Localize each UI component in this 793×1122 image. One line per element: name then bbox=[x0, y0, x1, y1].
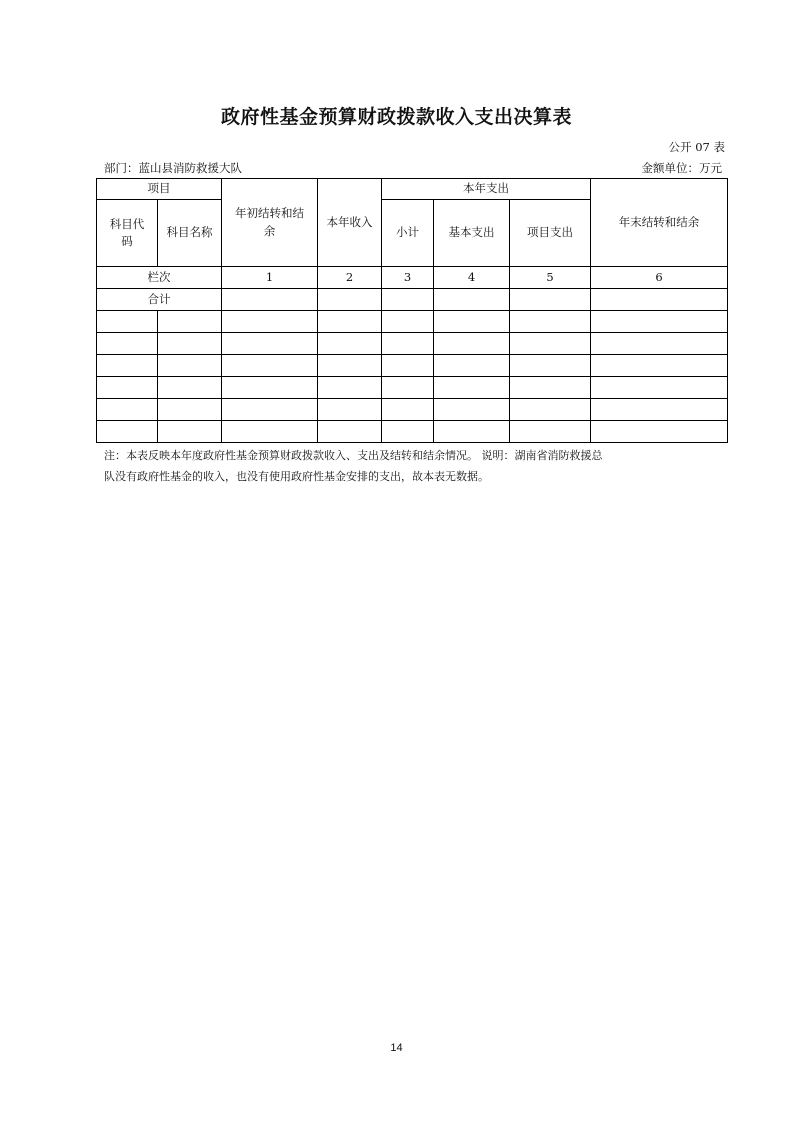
column-number: 1 bbox=[222, 267, 318, 289]
column-number: 5 bbox=[510, 267, 591, 289]
header-current-expenditure: 本年支出 bbox=[382, 179, 591, 200]
table-cell bbox=[434, 355, 510, 377]
table-cell bbox=[591, 333, 728, 355]
table-cell bbox=[434, 421, 510, 443]
table-row bbox=[97, 333, 728, 355]
table-cell bbox=[591, 289, 728, 311]
column-index-row bbox=[97, 267, 728, 289]
table-cell bbox=[382, 355, 434, 377]
header-beginning-balance-text: 年初结转和结余 bbox=[235, 206, 304, 238]
table-cell bbox=[510, 421, 591, 443]
column-number: 2 bbox=[318, 267, 382, 289]
table-cell bbox=[510, 311, 591, 333]
table-cell bbox=[222, 421, 318, 443]
table-cell bbox=[318, 377, 382, 399]
column-index-label: 栏次 bbox=[97, 267, 222, 289]
table-cell bbox=[222, 311, 318, 333]
table-cell bbox=[158, 333, 222, 355]
table-row bbox=[97, 377, 728, 399]
table-cell bbox=[222, 377, 318, 399]
table-cell bbox=[591, 355, 728, 377]
table-cell bbox=[318, 421, 382, 443]
note-line-2: 队没有政府性基金的收入，也没有使用政府性基金安排的支出，故本表无数据。 bbox=[104, 469, 489, 483]
table-cell bbox=[382, 377, 434, 399]
form-code: 公开 07 表 bbox=[668, 140, 725, 154]
table-cell bbox=[222, 289, 318, 311]
header-subject-code bbox=[97, 200, 158, 267]
table-cell bbox=[318, 311, 382, 333]
header-project-expenditure: 项目支出 bbox=[510, 200, 591, 267]
page-number: 14 bbox=[390, 1042, 403, 1054]
table-cell bbox=[382, 399, 434, 421]
table-cell bbox=[591, 311, 728, 333]
table-cell bbox=[591, 421, 728, 443]
table-row bbox=[97, 355, 728, 377]
table-row bbox=[97, 421, 728, 443]
header-basic-expenditure: 基本支出 bbox=[434, 200, 510, 267]
table-cell bbox=[318, 333, 382, 355]
header-beginning-balance bbox=[222, 179, 318, 267]
table-cell bbox=[434, 311, 510, 333]
column-number: 3 bbox=[382, 267, 434, 289]
table-cell bbox=[434, 289, 510, 311]
table-cell bbox=[97, 355, 158, 377]
table-cell bbox=[591, 377, 728, 399]
table-row bbox=[97, 311, 728, 333]
table-cell bbox=[158, 421, 222, 443]
table-cell bbox=[222, 333, 318, 355]
fund-budget-table bbox=[96, 178, 728, 443]
table-note bbox=[104, 446, 664, 488]
table-cell bbox=[318, 355, 382, 377]
table-cell bbox=[158, 399, 222, 421]
table-cell bbox=[382, 333, 434, 355]
table-cell bbox=[97, 421, 158, 443]
header-ending-balance: 年末结转和结余 bbox=[591, 179, 728, 267]
department-label: 部门：蓝山县消防救援大队 bbox=[104, 161, 242, 175]
table-cell bbox=[97, 333, 158, 355]
table-cell bbox=[382, 421, 434, 443]
table-cell bbox=[318, 289, 382, 311]
table-cell bbox=[434, 377, 510, 399]
table-cell bbox=[382, 311, 434, 333]
table-cell bbox=[318, 399, 382, 421]
table-cell bbox=[591, 399, 728, 421]
table-cell bbox=[158, 377, 222, 399]
header-current-income: 本年收入 bbox=[318, 179, 382, 267]
table-cell bbox=[434, 399, 510, 421]
table-cell bbox=[222, 355, 318, 377]
total-label: 合计 bbox=[97, 289, 222, 311]
page-title: 政府性基金预算财政拨款收入支出决算表 bbox=[220, 106, 572, 128]
table-cell bbox=[97, 399, 158, 421]
table-cell bbox=[158, 355, 222, 377]
table-cell bbox=[510, 377, 591, 399]
header-item: 项目 bbox=[97, 179, 222, 200]
column-number: 4 bbox=[434, 267, 510, 289]
table-cell bbox=[510, 355, 591, 377]
header-subject-name: 科目名称 bbox=[158, 200, 222, 267]
table-cell bbox=[97, 311, 158, 333]
header-subtotal: 小计 bbox=[382, 200, 434, 267]
amount-unit-label: 金额单位：万元 bbox=[641, 161, 722, 175]
table-row bbox=[97, 399, 728, 421]
table-cell bbox=[510, 289, 591, 311]
table-cell bbox=[97, 377, 158, 399]
table-cell bbox=[434, 333, 510, 355]
table-cell bbox=[510, 333, 591, 355]
table-cell bbox=[382, 289, 434, 311]
table-cell bbox=[510, 399, 591, 421]
column-number: 6 bbox=[591, 267, 728, 289]
table-cell bbox=[222, 399, 318, 421]
note-line-1: 注：本表反映本年度政府性基金预算财政拨款收入、支出及结转和结余情况。 说明：湖南省消防救援总 bbox=[104, 449, 603, 462]
table-cell bbox=[158, 311, 222, 333]
total-row bbox=[97, 289, 728, 311]
header-subject-code-text: 科目代码 bbox=[109, 216, 145, 248]
